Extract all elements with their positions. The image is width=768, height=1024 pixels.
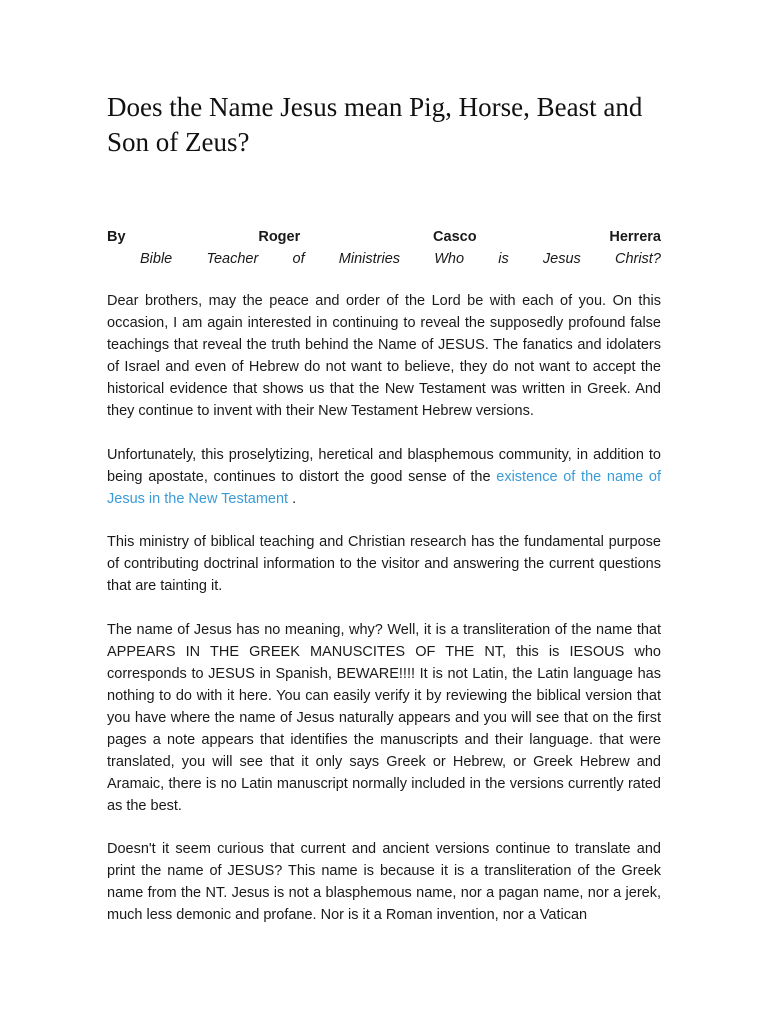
paragraph-5: Doesn't it seem curious that current and ancient versions continue to translate and print the name of JESUS? This name is because it is a transliteration of the Greek name from the NT. Jesus is not a blasphemous name, nor a pagan name, nor a jerek, much less demonic and profane. Nor is it a Roman invention, nor a Vatican <box>107 841 661 923</box>
by-label: By <box>107 229 126 245</box>
article-body <box>107 290 661 948</box>
existence-of-name-link[interactable]: existence of the name of Jesus in the New Testament <box>107 468 661 507</box>
affiliation-line <box>107 248 661 270</box>
paragraph-2-end: . <box>288 490 297 507</box>
paragraph-3: This ministry of biblical teaching and Christian research has the fundamental purpose of contributing doctrinal information to the visitor and answering the current questions that are tainting it. <box>107 534 661 594</box>
author-line <box>107 226 661 248</box>
affiliation-word: Ministries <box>338 251 401 267</box>
document-title: Does the Name Jesus mean Pig, Horse, Beast and Son of Zeus? <box>107 92 643 157</box>
paragraph-4: The name of Jesus has no meaning, why? Well, it is a transliteration of the name that APPEARS IN THE GREEK MANUSCITES OF THE NT, this is IESOUS who corresponds to JESUS in Spanish, BEWARE!!!! It is not Latin, the Latin language has nothing to do with it here. You can easily verify it by reviewing the biblical version that you have where the name of Jesus naturally appears and you will see that on the first pages a note appears that identifies the manuscripts and their language. that were translated, you will see that it only says Greek or Hebrew, or Greek Hebrew and Aramaic, there is no Latin manuscript normally included in the versions currently rated as the best. <box>107 621 661 814</box>
author-last-name: Herrera <box>609 229 661 245</box>
paragraph-2-text: Unfortunately, this proselytizing, heretical and blasphemous community, in addition to being apostate, continues to distort the good sense of the <box>107 446 661 485</box>
affiliation-word: Bible <box>140 251 173 267</box>
affiliation-word: is <box>498 251 509 267</box>
byline-block <box>107 226 661 270</box>
affiliation-word: Jesus <box>542 251 581 267</box>
author-middle-name: Casco <box>433 229 477 245</box>
affiliation-word: of <box>292 251 305 267</box>
affiliation-word: Who <box>434 251 465 267</box>
affiliation-word: Teacher <box>206 251 259 267</box>
affiliation-word: Christ? <box>614 251 661 267</box>
paragraph-2 <box>107 444 661 510</box>
author-first-name: Roger <box>258 229 301 245</box>
paragraph-1: Dear brothers, may the peace and order of the Lord be with each of you. On this occasion, I am again interested in continuing to reveal the supposedly profound false teachings that reveal the truth behind the Name of JESUS. The fanatics and idolaters of Israel and even of Hebrew do not want to believe, they do not want to accept the historical evidence that shows us that the New Testament was written in Greek. And they continue to invent with their New Testament Hebrew versions. <box>107 293 661 419</box>
